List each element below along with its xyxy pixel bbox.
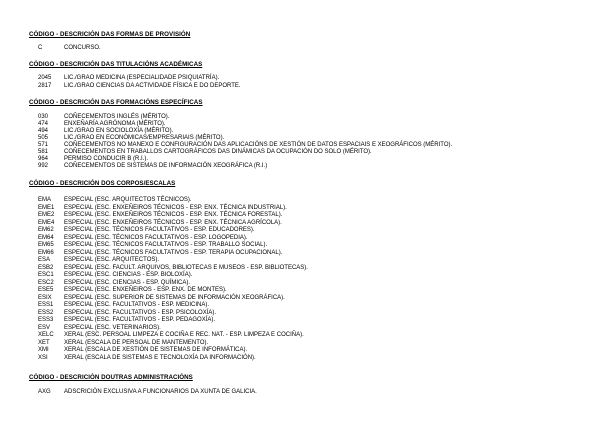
item-code: ESC2 bbox=[38, 279, 54, 286]
item-description: ESPECIAL (ESC. ENXEÑEIROS TÉCNICOS - ESP. ENX. TÉCNICA AGRÍCOLA). bbox=[64, 219, 282, 226]
item-code: C bbox=[38, 45, 43, 51]
item-description: LIC./GRAO MEDICINA (ESPECIALIDADE PSIQUIATRÍA). bbox=[64, 75, 220, 81]
item-description: PERMISO CONDUCIR B (R.I.). bbox=[64, 156, 149, 162]
item-description: XERAL (ESCALA DE XESTIÓN DE SISTEMAS DE INFORMÁTICA). bbox=[64, 347, 248, 353]
item-code: XMI bbox=[38, 347, 49, 353]
item-description: ESPECIAL (ESC. FACULT. ARQUIVOS, BIBLIOTECAS E MUSEOS - ESP. BIBLIOTECAS). bbox=[64, 264, 308, 271]
item-code: ESA bbox=[38, 257, 51, 263]
item-description: ESPECIAL (ESC. CIENCIAS - ESP. BIOLOXÍA). bbox=[64, 272, 193, 278]
item-description: ESPECIAL (ESC. FACULTATIVOS - ESP. MEDICINA). bbox=[64, 302, 210, 308]
item-code: ESV bbox=[38, 324, 51, 331]
item-code: EM65 bbox=[38, 242, 54, 248]
section-title-formacions: CÓDIGO - DESCRICIÓN DAS FORMACIÓNS ESPECÍFICAS bbox=[29, 99, 203, 106]
item-code: EM62 bbox=[38, 227, 54, 233]
item-description: ESPECIAL (ESC. TÉCNICOS FACULTATIVOS - ESP. LOGOPEDIA). bbox=[64, 234, 248, 241]
item-description: XERAL (ESCALA DE SISTEMAS E TECNOLOXÍA DA INFORMACIÓN). bbox=[64, 354, 256, 361]
item-code: ESE5 bbox=[38, 287, 54, 293]
item-code: 964 bbox=[38, 156, 49, 162]
item-description: ESPECIAL (ESC. TÉCNICOS FACULTATIVOS - ESP. TERAPIA OCUPACIONAL). bbox=[64, 249, 283, 256]
item-code: 2045 bbox=[38, 75, 52, 81]
item-description: COÑECEMENTOS DE SISTEMAS DE INFORMACIÓN XEOGRÁFICA (R.I.) bbox=[64, 163, 268, 169]
item-description: ENXEÑARÍA AGRÓNOMA (MÉRITO). bbox=[64, 121, 166, 127]
section-title-corpos-escalas: CÓDIGO - DESCRICIÓN DOS CORPOS/ESCALAS bbox=[29, 180, 176, 187]
item-description: LIC./GRAO CIENCIAS DA ACTIVIDADE FÍSICA E DO DEPORTE. bbox=[64, 83, 241, 89]
section-title-outras-administracions: CÓDIGO - DESCRICIÓN DOUTRAS ADMINISTRACIÓNS bbox=[29, 374, 193, 381]
item-code: XSI bbox=[38, 354, 48, 361]
item-code: EMA bbox=[38, 197, 52, 203]
item-code: ESS2 bbox=[38, 309, 54, 316]
item-code: ESC1 bbox=[38, 272, 54, 278]
item-description: ESPECIAL (ESC. ENXEÑEIROS - ESP. ENX. DE MONTES). bbox=[64, 287, 227, 293]
item-code: 505 bbox=[38, 135, 49, 141]
item-code: 992 bbox=[38, 163, 49, 169]
item-code: EM64 bbox=[38, 234, 54, 241]
item-description: XERAL (ESCALA DE PERSOAL DE MANTEMENTO). bbox=[64, 339, 209, 346]
item-code: ESS3 bbox=[38, 317, 54, 323]
item-code: EME2 bbox=[38, 212, 55, 218]
item-code: 474 bbox=[38, 121, 49, 127]
item-description: CONCURSO. bbox=[64, 45, 101, 51]
item-description: ESPECIAL (ESC. ARQUITECTOS). bbox=[64, 257, 160, 263]
section-title-formas-provision: CÓDIGO - DESCRICIÓN DAS FORMAS DE PROVISIÓN bbox=[29, 31, 191, 38]
item-code: 2817 bbox=[38, 83, 52, 89]
item-description: ESPECIAL (ESC. SUPERIOR DE SISTEMAS DE INFORMACIÓN XEOGRÁFICA). bbox=[64, 294, 285, 301]
item-code: ESS1 bbox=[38, 302, 54, 308]
item-code: XET bbox=[38, 339, 50, 346]
item-description: LIC./GRAO EN SOCIOLOXÍA (MÉRITO). bbox=[64, 128, 174, 134]
item-description: ESPECIAL (ESC. VETERINARIOS). bbox=[64, 324, 161, 331]
item-description: ESPECIAL (ESC. FACULTATIVOS - ESP. PEDAGOXÍA). bbox=[64, 317, 216, 323]
item-description: ESPECIAL (ESC. TÉCNICOS FACULTATIVOS - ESP. EDUCADORES). bbox=[64, 227, 255, 233]
item-code: AXG bbox=[38, 389, 51, 395]
item-code: EME4 bbox=[38, 219, 55, 226]
item-description: ESPECIAL (ESC. ENXEÑEIROS TÉCNICOS - ESP. ENX. TÉCNICA FORESTAL). bbox=[64, 212, 283, 218]
item-description: ESPECIAL (ESC. ARQUITECTOS TÉCNICOS). bbox=[64, 197, 192, 203]
item-code: EM66 bbox=[38, 249, 54, 256]
item-description: COÑECEMENTOS NO MANEXO E CONFIGURACIÓN DAS APLICACIÓNS DE XESTIÓN DE DATOS ESPACIAIS E XEOGRÁFICOS (MÉRITO). bbox=[64, 142, 453, 148]
item-description: COÑECEMENTOS INGLÉS (MÉRITO). bbox=[64, 114, 170, 120]
item-description: ADSCRICIÓN EXCLUSIVA A FUNCIONARIOS DA XUNTA DE GALICIA. bbox=[64, 389, 257, 395]
item-code: 571 bbox=[38, 142, 49, 148]
item-description: ESPECIAL (ESC. CIENCIAS - ESP. QUÍMICA). bbox=[64, 279, 191, 286]
item-description: ESPECIAL (ESC. TÉCNICOS FACULTATIVOS - ESP. TRABALLO SOCIAL). bbox=[64, 242, 268, 248]
item-description: ESPECIAL (ESC. ENXEÑEIROS TÉCNICOS - ESP. ENX. TÉCNICA INDUSTRIAL). bbox=[64, 204, 287, 211]
item-description: LIC./GRAO EN ECONÓMICAS/EMPRESARIAIS (MÉRITO). bbox=[64, 135, 225, 141]
item-code: ESB2 bbox=[38, 264, 54, 271]
item-code: XELC bbox=[38, 332, 54, 338]
item-code: EME1 bbox=[38, 204, 55, 211]
item-description: ESPECIAL (ESC. FACULTATIVOS - ESP. PSICOLOXÍA). bbox=[64, 309, 217, 316]
item-description: COÑECEMENTOS EN TRABALLOS CARTOGRÁFICOS DAS DINÁMICAS DA OCUPACIÓN DO SOLO (MÉRITO). bbox=[64, 149, 372, 155]
item-description: XERAL (ESC. PERSOAL LIMPEZA E COCIÑA E REC. NAT. - ESP. LIMPEZA E COCIÑA). bbox=[64, 332, 304, 338]
item-code: 581 bbox=[38, 149, 49, 155]
item-code: ESIX bbox=[38, 294, 52, 301]
item-code: 030 bbox=[38, 114, 49, 120]
section-title-titulacions: CÓDIGO - DESCRICIÓN DAS TITULACIÓNS ACADÉMICAS bbox=[29, 61, 203, 68]
item-code: 494 bbox=[38, 128, 49, 134]
